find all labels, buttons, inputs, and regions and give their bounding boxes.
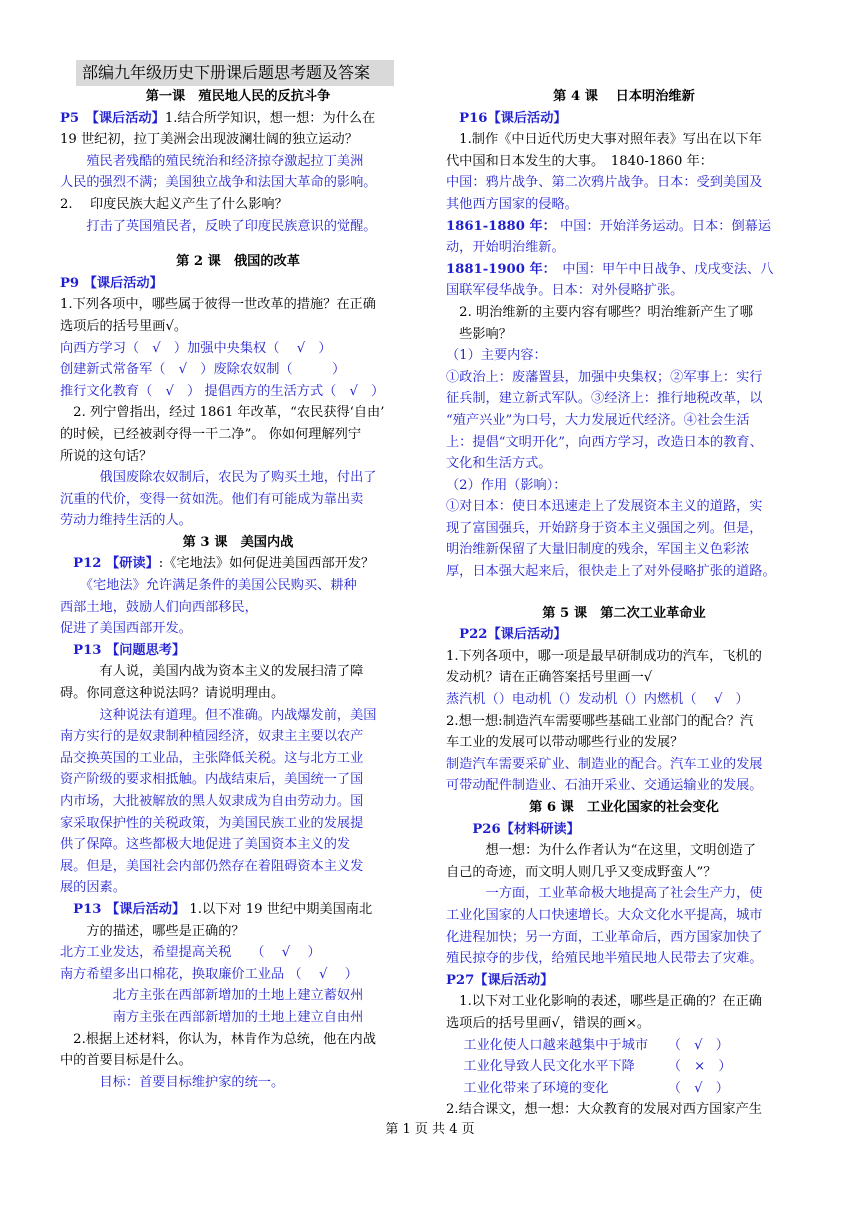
text-line [60,899,416,921]
question-line: 1.下列各项中，哪一项是最早研制成功的汽车，飞机的 [446,648,762,664]
left-column [60,86,416,1093]
question-text: 1.结合所学知识，想一想：为什么在 [164,110,376,126]
answer-line: 资产阶级的要求相抵触。内战结束后，美国统一了国 [60,772,364,788]
section-label: 1861-1880 年： [446,218,556,234]
section-label: P27【课后活动】 [446,972,554,988]
text-line [446,259,802,281]
page-footer: 第 1 页 共 4 页 [385,1122,475,1137]
question-line: 想一想：为什么作者认为“在这里，文明创造了 [446,843,757,859]
answer-line: 工业化使人口越来越集中于城市 （ √ ） [446,1037,729,1053]
answer-line: “殖产兴业”为口号，大力发展近代经济。④社会生活 [446,412,750,428]
text-line [60,108,416,130]
section-label: P5 【课后活动】 [60,110,165,126]
answer-line: 供了保障。这些都极大地促进了美国资本主义的发 [60,837,351,853]
answer-line: 化进程加快；另一方面，工业革命后，西方国家加快了 [446,929,763,945]
answer-line: ①对日本：使日本迅速走上了发展资本主义的道路，实 [446,499,763,515]
answer-text: 中国：甲午中日战争、戊戌变法、八 [549,261,774,277]
lesson-heading: 第 6 课 工业化国家的社会变化 [529,800,719,815]
answer-line: 人民的强烈不满；美国独立战争和法国大革命的影响。 [60,175,377,191]
question-line: 些影响？ [446,326,512,342]
lesson-heading: 第 5 课 第二次工业革命业 [542,605,706,621]
answer-line: 北方主张在西部新增加的土地上建立蓄奴州 [60,988,364,1004]
answer-line: 《宅地法》允许满足条件的美国公民购买、耕种 [60,578,357,594]
lesson-heading: 第 4 课 日本明治维新 [553,89,695,104]
answer-line: 打击了英国殖民者，反映了印度民族意识的觉醒。 [60,218,377,234]
answer-line: 工业化带来了环境的变化 （ √ ） [446,1080,729,1096]
question-line: 的时候，已经被剥夺得一干二净”。 你如何理解列宁 [60,426,362,442]
question-line: 1.以下对工业化影响的表述，哪些是正确的？在正确 [446,994,762,1010]
right-column [446,86,802,1121]
document-title: 部编九年级历史下册课后题思考题及答案 [76,60,394,86]
question-line: 中的首要目标是什么。 [60,1053,192,1069]
answer-line: 品交换英国的工业品，主张降低关税。这与北方工业 [60,750,364,766]
answer-line: 俄国废除农奴制后，农民为了购买土地，付出了 [60,470,377,486]
spacer [60,237,416,251]
answer-line: 蒸汽机（）电动机（）发动机（）内燃机（ √ ） [446,692,749,708]
question-line: 车工业的发展可以带动哪些行业的发展？ [446,735,684,751]
answer-line: 厚，日本强大起来后，很快走上了对外侵略扩张的道路。 [446,564,776,580]
answer-line: 中国：鸦片战争、第二次鸦片战争。日本：受到美国及 [446,175,763,191]
answer-line: （1）主要内容： [446,348,547,364]
answer-line: 殖民者残酷的殖民统治和经济掠夺激起拉丁美洲 [60,153,364,169]
answer-line: 目标：首要目标维护家的统一。 [60,1074,285,1090]
answer-line: 创建新式常备军（ √ ）废除农奴制（ ） [60,362,346,378]
section-label: P22【课后活动】 [446,627,567,643]
question-line: 发动机？请在正确答案括号里画一√ [446,670,653,686]
question-line: 2.根据上述材料，你认为，林肯作为总统，他在内战 [60,1031,376,1047]
answer-line: （2）作用（影响）： [446,477,567,493]
answer-line: 南方实行的是奴隶制种植园经济，奴隶主主要以农产 [60,729,364,745]
answer-line: 家采取保护性的关税政策，为美国民族工业的发展提 [60,815,364,831]
answer-line: 北方工业发达，希望提高关税 （ √ ） [60,945,321,961]
question-line: 2.想一想:制造汽车需要哪些基础工业部门的配合？汽 [446,713,754,729]
section-label: P13 【问题思考】 [60,642,186,658]
question-line: 选项后的括号里画√。 [60,318,188,334]
answer-line: 可带动配件制造业、石油开采业、交通运输业的发展。 [446,778,763,794]
question-line: 1.制作《中日近代历史大事对照年表》写出在以下年 [446,132,762,148]
question-text: :《宅地法》如何促进美国西部开发？ [158,556,375,572]
question-line: 1.下列各项中，哪些属于彼得一世改革的措施？在正确 [60,297,376,313]
answer-line: 一方面，工业革命极大地提高了社会生产力，使 [446,886,763,902]
text-line [446,216,802,238]
question-line: 碍。你同意这种说法吗？请说明理由。 [60,686,285,702]
answer-line: 文化和生活方式。 [446,456,552,472]
section-label: 1881-1900 年： [446,261,550,277]
lesson-heading: 第 3 课 美国内战 [182,534,294,550]
answer-line: 展。但是，美国社会内部仍然存在着阻碍资本主义发 [60,858,364,874]
answer-text: 中国：开始洋务运动。日本：倒幕运 [555,218,772,234]
question-line: 2. 印度民族大起义产生了什么影响？ [60,196,288,212]
question-line: 2. 明治维新的主要内容有哪些？明治维新产生了哪 [446,304,753,320]
lesson-heading: 第 2 课 俄国的改革 [176,254,300,270]
answer-line: 南方希望多出口棉花，换取廉价工业品 （ √ ） [60,966,358,982]
question-line: 代中国和日本发生的大事。 1840-1860 年： [446,153,713,169]
answer-line: 制造汽车需要采矿业、制造业的配合。汽车工业的发展 [446,756,763,772]
section-label: P13 【课后活动】 [60,901,186,917]
question-line: 有人说，美国内战为资本主义的发展扫清了障 [60,664,364,680]
question-line: 方的描述，哪些是正确的？ [60,923,245,939]
answer-line: 沉重的代价，变得一贫如洗。他们有可能成为靠出卖 [60,491,364,507]
section-label: P16【课后活动】 [446,110,567,126]
answer-line: 促进了美国西部开发。 [60,621,192,637]
section-label: P26【材料研读】 [446,821,580,837]
question-line: 2. 列宁曾指出，经过 1861 年改革，“农民获得‘自由’ [60,405,385,421]
answer-line: 动，开始明治维新。 [446,240,565,256]
answer-line: 上：提倡“文明开化”，向西方学习，改造日本的教育、 [446,434,763,450]
question-line: 19 世纪初，拉丁美洲会出现波澜壮阔的独立运动？ [60,132,358,148]
answer-line: 明治维新保留了大量旧制度的残余，军国主义色彩浓 [446,542,750,558]
answer-line: 现了富国强兵，开始跻身于资本主义强国之列。但是， [446,520,763,536]
question-text: 1.以下对 19 世纪中期美国南北 [185,901,373,917]
section-label: P12 【研读】 [60,556,159,572]
question-line: 自己的奇迹，而文明人则几乎又变成野蛮人”？ [446,864,717,880]
answer-line: 征兵制，建立新式军队。③经济上：推行地税改革，以 [446,391,763,407]
text-line [60,553,416,575]
question-line: 选项后的括号里画√，错误的画×。 [446,1015,651,1031]
answer-line: 国联军侵华战争。日本：对外侵略扩张。 [446,283,684,299]
answer-line: 工业化导致人民文化水平下降 （ × ） [446,1059,732,1075]
answer-line: 推行文化教育（ √ ） 提倡西方的生活方式（ √ ） [60,383,385,399]
answer-line: 劳动力维持生活的人。 [60,513,192,529]
lesson-heading: 第一课 殖民地人民的反抗斗争 [145,89,331,104]
answer-line: 南方主张在西部新增加的土地上建立自由州 [60,1009,364,1025]
answer-line: 展的因素。 [60,880,126,896]
answer-line: 殖民掠夺的步伐，给殖民地半殖民地人民带去了灾难。 [446,951,763,967]
answer-line: 西部土地，鼓励人们向西部移民， [60,599,258,615]
answer-line: 工业化国家的人口快速增长。大众文化水平提高，城市 [446,907,763,923]
question-line: 所说的这句话？ [60,448,153,464]
answer-line: 内市场，大批被解放的黑人奴隶成为自由劳动力。国 [60,794,364,809]
spacer [446,583,802,603]
answer-line: 其他西方国家的侵略。 [446,196,578,212]
answer-line: 向西方学习（ √ ）加强中央集权（ √ ） [60,340,332,356]
answer-line: 这种说法有道理。但不准确。内战爆发前，美国 [60,707,377,723]
question-line: 2.结合课文，想一想：大众教育的发展对西方国家产生 [446,1102,762,1118]
section-label: P9 【课后活动】 [60,275,163,291]
answer-line: ①政治上：废藩置县，加强中央集权；②军事上：实行 [446,369,763,385]
